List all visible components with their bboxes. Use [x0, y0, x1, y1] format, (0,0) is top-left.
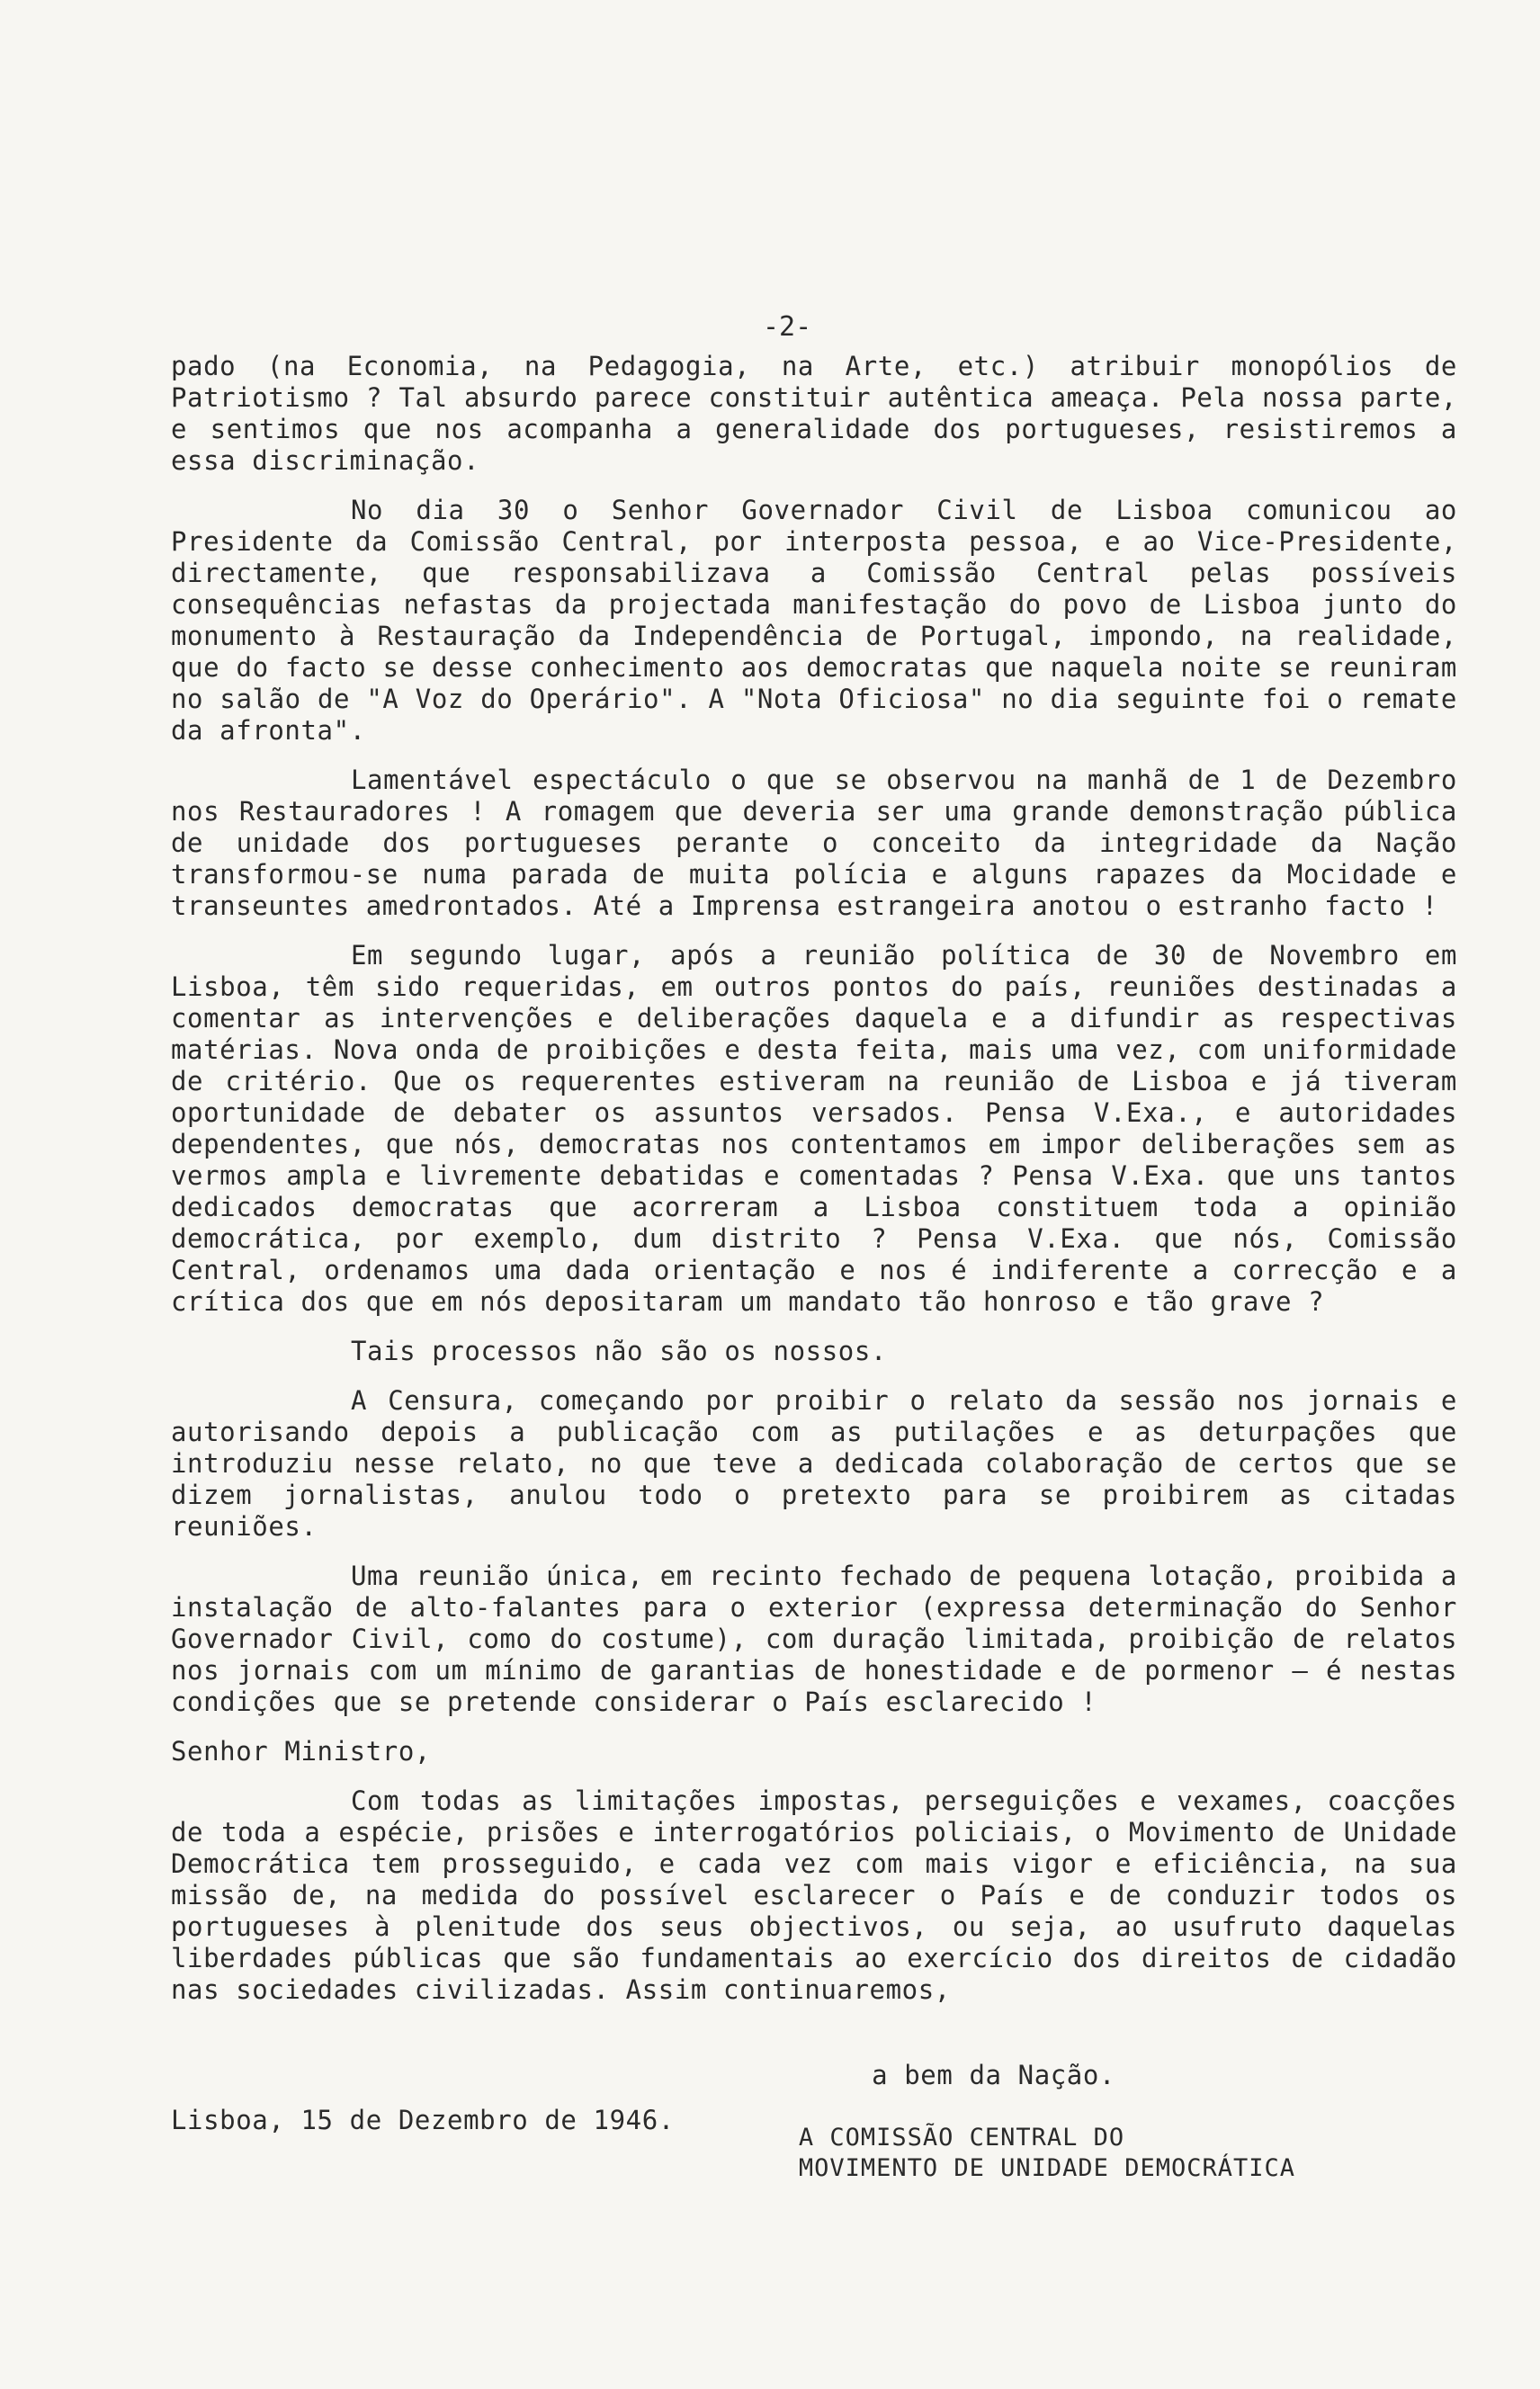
- paragraph-4: Em segundo lugar, após a reunião política de 30 de Novembro em Lisboa, têm sido requeridas, em outros pontos do país, reuniões destinadas a comentar as intervenções e deliberações daquela e a difundir as respectivas matérias. Nova onda de proibições e desta feita, mais uma vez, com uniformidade de critério. Que os requerentes estiveram na reunião de Lisboa e já tiveram oportunidade de debater os assuntos versados. Pensa V.Exa., e autoridades dependentes, que nós, democratas nos contentamos em impor deliberações sem as vermos ampla e livremente debatidas e comentadas ? Pensa V.Exa. que uns tantos dedicados democratas que acorreram a Lisboa constituem toda a opinião democrática, por exemplo, dum distrito ? Pensa V.Exa. que nós, Comissão Central, ordenamos uma dada orientação e nos é indiferente a correcção e a crítica dos que em nós depositaram um mandato tão honroso e tão grave ?: [171, 940, 1457, 1317]
- signature: [799, 2123, 1295, 2184]
- paragraph-1: pado (na Economia, na Pedagogia, na Arte, etc.) atribuir monopólios de Patriotismo ? Tal absurdo parece constituir autêntica ameaça. Pela nossa parte, e sentimos que nos acompanha a generalidade dos portugueses, resistiremos a essa discriminação.: [171, 351, 1457, 476]
- final-paragraph: Com todas as limitações impostas, perseguições e vexames, coacções de toda a espécie, prisões e interrogatórios policiais, o Movimento de Unidade Democrática tem prosseguido, e cada vez com mais vigor e eficiência, na sua missão de, na medida do possível esclarecer o País e de conduzir todos os portugueses à plenitude dos seus objectivos, ou seja, ao usufruto daquelas liberdades públicas que são fundamentais ao exercício dos direitos de cidadão nas sociedades civilizadas. Assim continuaremos,: [171, 1785, 1457, 2005]
- page-number: -2-: [763, 311, 812, 343]
- signature-line-2: MOVIMENTO DE UNIDADE DEMOCRÁTICA: [798, 2154, 1295, 2182]
- paragraph-3: Lamentável espectáculo o que se observou na manhã de 1 de Dezembro nos Restauradores ! A romagem que deveria ser uma grande demonstração pública de unidade dos portugueses perante o conceito da integridade da Nação transformou-se numa parada de muita polícia e alguns rapazes da Mocidade e transeuntes amedrontados. Até a Imprensa estrangeira anotou o estranho facto !: [171, 765, 1457, 921]
- closing-phrase: a bem da Nação.: [872, 2060, 1115, 2090]
- paragraph-5: Tais processos não são os nossos.: [351, 1336, 887, 1366]
- salutation: Senhor Ministro,: [171, 1736, 431, 1767]
- place-date: Lisboa, 15 de Dezembro de 1946.: [171, 2105, 675, 2135]
- closing-block: [171, 2024, 1457, 2204]
- signature-line-1: A COMISSÃO CENTRAL DO: [798, 2124, 1125, 2152]
- paragraph-2: No dia 30 o Senhor Governador Civil de Lisboa comunicou ao Presidente da Comissão Central, por interposta pessoa, e ao Vice-Presidente, directamente, que responsabilizava a Comissão Central pelas possíveis consequências nefastas da projectada manifestação do povo de Lisboa junto do monumento à Restauração da Independência de Portugal, impondo, na realidade, que do facto se desse conhecimento aos democratas que naquela noite se reuniram no salão de "A Voz do Operário". A "Nota Oficiosa" no dia seguinte foi o remate da afronta".: [171, 495, 1457, 746]
- paragraph-6: A Censura, começando por proibir o relato da sessão nos jornais e autorisando depois a publicação com as putilações e as deturpações que introduziu nesse relato, no que teve a dedicada colaboração de certos que se dizem jornalistas, anulou todo o pretexto para se proibirem as citadas reuniões.: [171, 1385, 1457, 1542]
- paragraph-7: Uma reunião única, em recinto fechado de pequena lotação, proibida a instalação de alto-falantes para o exterior (expressa determinação do Senhor Governador Civil, como do costume), com duração limitada, proibição de relatos nos jornais com um mínimo de garantias de honestidade e de pormenor — é nestas condições que se pretende considerar o País esclarecido !: [171, 1561, 1457, 1717]
- letter-body: [171, 351, 1457, 2204]
